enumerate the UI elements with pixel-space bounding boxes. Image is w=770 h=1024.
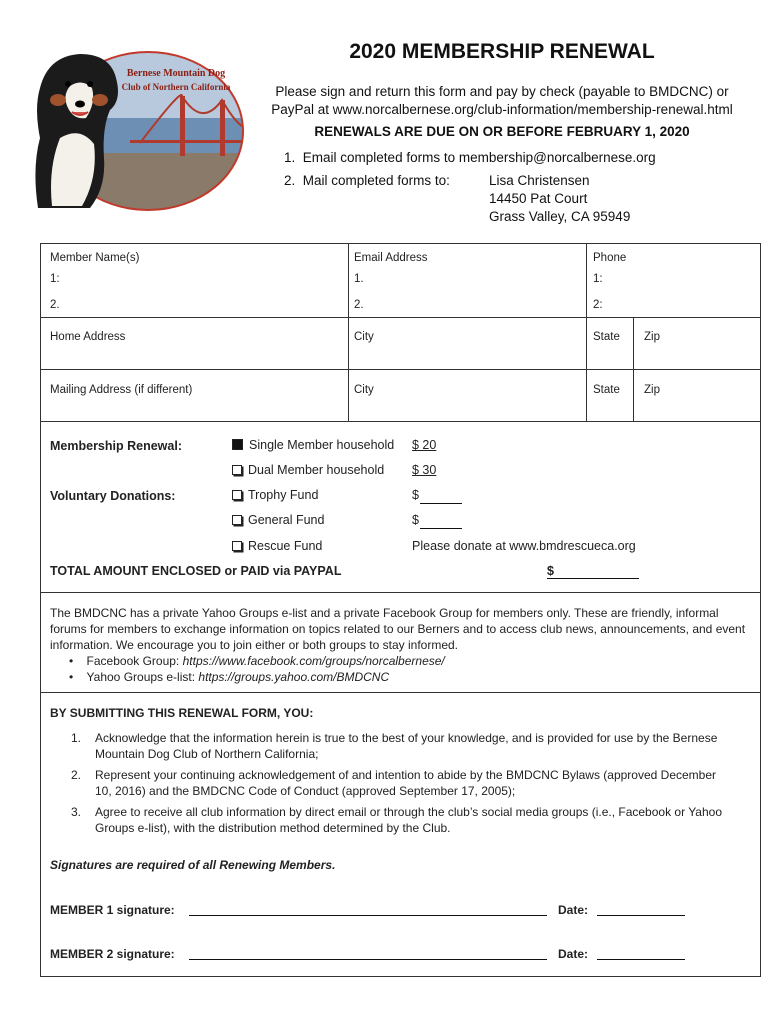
term-2-text: Represent your continuing acknowledgement of and intention to abide by the BMDCNC Bylaws (approved December 10, 2016) and the BMDCNC Code of Conduct (approved September 17, 2005);	[95, 768, 717, 798]
rescue-donate-note: Please donate at www.bmdrescueca.org	[412, 539, 636, 553]
step-1-text: Email completed forms to membership@norcalbernese.org	[302, 150, 656, 165]
instructions-line-1: Please sign and return this form and pay by check (payable to BMDCNC) or	[275, 84, 729, 99]
address-name: Lisa Christensen	[489, 173, 590, 188]
facebook-group-item	[69, 653, 445, 669]
yahoo-group-link[interactable]: https://groups.yahoo.com/BMDCNC	[198, 670, 390, 684]
mailing-state-field[interactable]: State	[593, 384, 620, 396]
mailing-city-field[interactable]: City	[354, 384, 374, 396]
general-fund-amount[interactable]: $	[412, 513, 419, 527]
yahoo-group-item	[69, 669, 389, 685]
club-logo	[30, 48, 246, 214]
mailing-address	[489, 172, 630, 226]
home-address-field[interactable]: Home Address	[50, 331, 126, 343]
member-2-signature-line[interactable]	[189, 959, 547, 960]
city-field[interactable]: City	[354, 331, 374, 343]
svg-text:Club of Northern California: Club of Northern California	[121, 82, 231, 92]
voluntary-donations-label: Voluntary Donations:	[50, 489, 176, 503]
dual-member-option[interactable]	[232, 463, 384, 477]
address-street: 14450 Pat Court	[489, 191, 588, 206]
term-3-number: 3.	[71, 805, 82, 819]
member-1-email-field[interactable]: 1.	[354, 273, 364, 285]
single-member-label: Single Member household	[249, 438, 395, 452]
single-member-option[interactable]	[232, 438, 394, 452]
mailing-zip-field[interactable]: Zip	[644, 384, 660, 396]
member-2-email-field[interactable]: 2.	[354, 299, 364, 311]
state-field[interactable]: State	[593, 331, 620, 343]
member-1-signature-line[interactable]	[189, 915, 547, 916]
rescue-fund-option[interactable]	[232, 539, 322, 553]
date-1-line[interactable]	[597, 915, 685, 916]
svg-text:Bernese Mountain Dog: Bernese Mountain Dog	[126, 68, 226, 79]
trophy-fund-checkbox[interactable]	[232, 490, 242, 500]
signature-required-note: Signatures are required of all Renewing Members.	[50, 858, 336, 872]
bullet-icon: •	[69, 654, 74, 668]
trophy-fund-option[interactable]	[232, 488, 318, 502]
member-1-signature-label: MEMBER 1 signature:	[50, 903, 175, 917]
dual-member-label: Dual Member household	[248, 463, 385, 477]
single-member-amount: $ 20	[412, 438, 437, 452]
rescue-fund-label: Rescue Fund	[248, 539, 323, 553]
general-fund-option[interactable]	[232, 513, 324, 527]
rescue-fund-checkbox[interactable]	[232, 541, 242, 551]
trophy-fund-label: Trophy Fund	[248, 488, 319, 502]
date-2-line[interactable]	[597, 959, 685, 960]
step-mail	[284, 172, 450, 190]
member-1-name-field[interactable]: 1:	[50, 273, 60, 285]
dual-member-amount: $ 30	[412, 463, 437, 477]
renewal-form	[40, 243, 761, 977]
instructions	[262, 83, 742, 119]
zip-field[interactable]: Zip	[644, 331, 660, 343]
facebook-group-label: Facebook Group:	[86, 654, 183, 668]
facebook-group-link[interactable]: https://www.facebook.com/groups/norcalbernese/	[182, 654, 445, 668]
term-1-text: Acknowledge that the information herein is true to the best of your knowledge, and is provided for use by the Bernese Mountain Dog Club of Northern California;	[95, 731, 718, 761]
total-amount-label: TOTAL AMOUNT ENCLOSED or PAID via PAYPAL	[50, 564, 342, 578]
bullet-icon: •	[69, 670, 74, 684]
date-1-label: Date:	[558, 903, 589, 917]
member-1-phone-field[interactable]: 1:	[593, 273, 603, 285]
step-2-number: 2.	[284, 173, 296, 188]
step-1-number: 1.	[284, 150, 296, 165]
term-1-number: 1.	[71, 731, 82, 745]
trophy-fund-amount[interactable]: $	[412, 488, 419, 502]
address-city: Grass Valley, CA 95949	[489, 209, 631, 224]
term-3-text: Agree to receive all club information by direct email or through the club’s social media groups (i.e., Facebook or Yahoo Groups e-list), with the distribution method determined by the Club.	[95, 805, 722, 835]
general-fund-label: General Fund	[248, 513, 325, 527]
form-title: 2020 MEMBERSHIP RENEWAL	[349, 40, 655, 63]
member-2-signature-label: MEMBER 2 signature:	[50, 947, 175, 961]
instructions-line-2: PayPal at www.norcalbernese.org/club-information/membership-renewal.html	[271, 102, 733, 117]
step-2-text: Mail completed forms to:	[302, 173, 450, 188]
mailing-address-field[interactable]: Mailing Address (if different)	[50, 384, 193, 396]
due-date-notice: RENEWALS ARE DUE ON OR BEFORE FEBRUARY 1, 2020	[314, 124, 690, 139]
total-amount-field[interactable]: $	[547, 564, 554, 578]
phone-label: Phone	[593, 252, 627, 264]
dual-member-checkbox[interactable]	[232, 465, 242, 475]
yahoo-group-label: Yahoo Groups e-list:	[86, 670, 199, 684]
single-member-checkbox-checked[interactable]	[232, 439, 243, 450]
groups-description: The BMDCNC has a private Yahoo Groups e-list and a private Facebook Group for members only. These are friendly, informal forums for members to exchange information on topics related to our Berners and to access club news, announcements, and event information. We encourage you to join either or both groups to stay informed.	[50, 606, 746, 652]
date-2-label: Date:	[558, 947, 589, 961]
membership-renewal-label: Membership Renewal:	[50, 439, 182, 453]
general-fund-checkbox[interactable]	[232, 515, 242, 525]
term-2-number: 2.	[71, 768, 82, 782]
terms-heading: BY SUBMITTING THIS RENEWAL FORM, YOU:	[50, 706, 314, 720]
email-label: Email Address	[354, 252, 428, 264]
member-2-name-field[interactable]: 2.	[50, 299, 60, 311]
step-email	[284, 149, 656, 167]
member-2-phone-field[interactable]: 2:	[593, 299, 603, 311]
member-names-label: Member Name(s)	[50, 252, 140, 264]
